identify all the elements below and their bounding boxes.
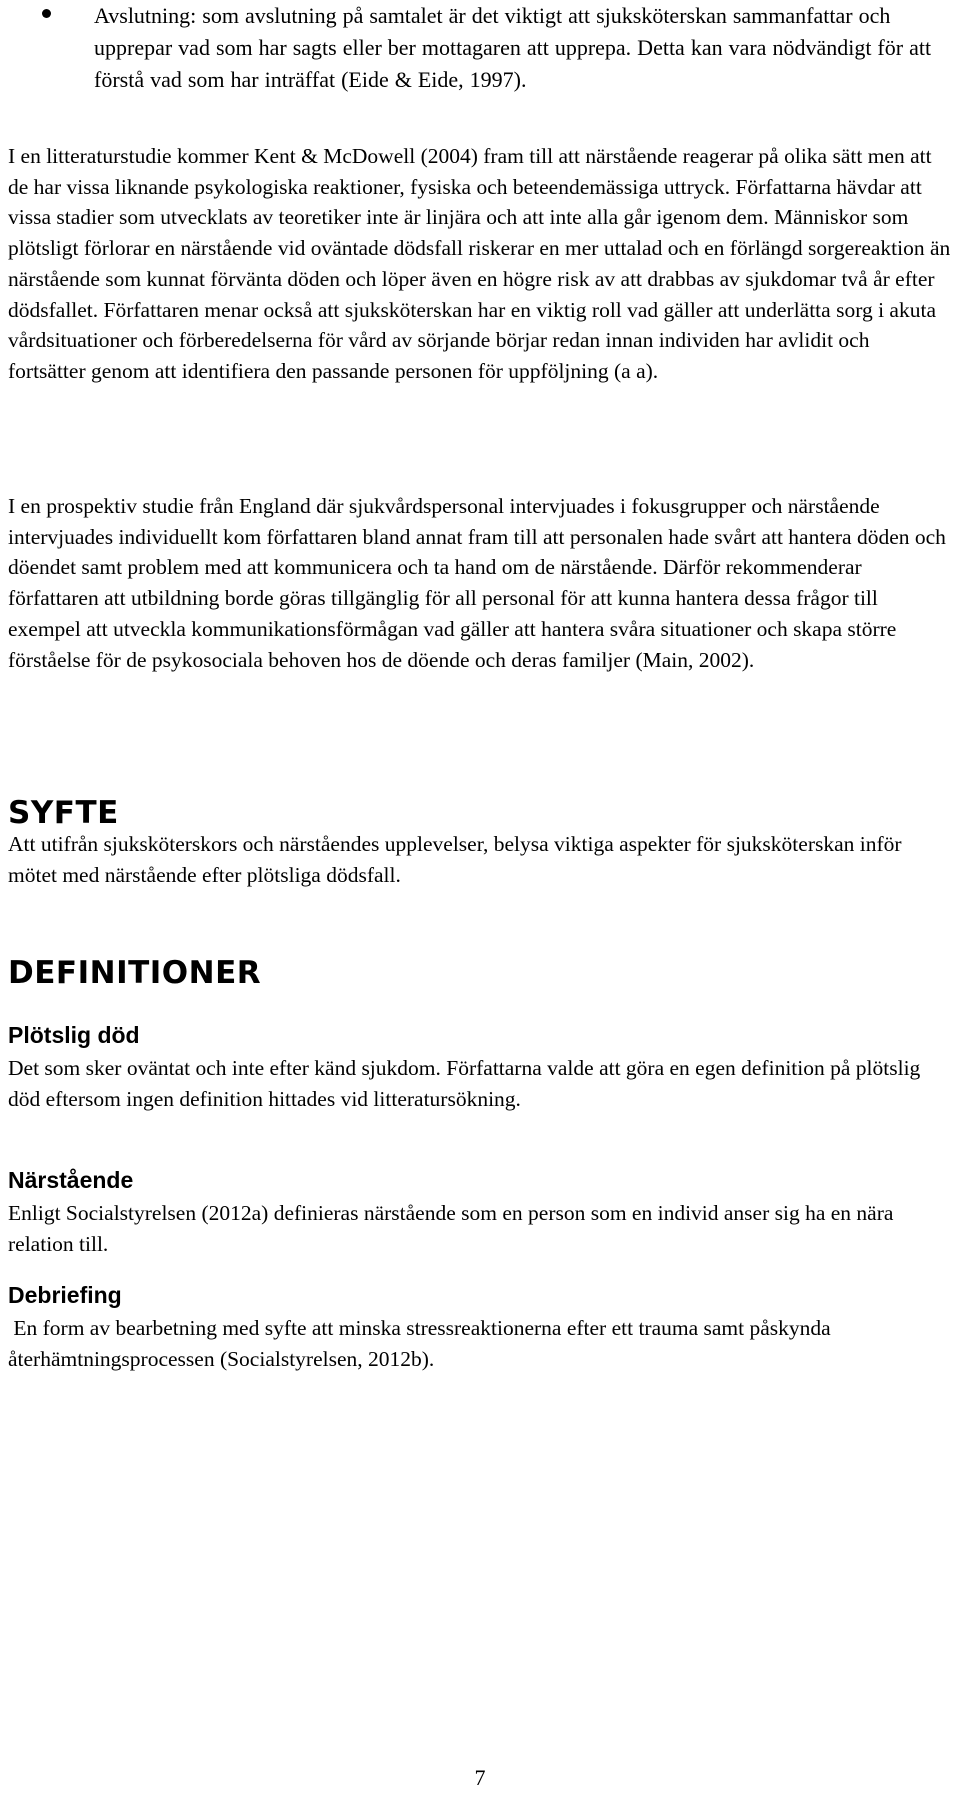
definition-term-narstaende: Närstående <box>8 1167 134 1193</box>
syfte-text: Att utifrån sjuksköterskors och närståendes upplevelser, belysa viktiga aspekter för sjuksköterskan inför mötet med närstående efter plötsliga dödsfall. <box>8 832 902 887</box>
definition-term-plotslig-dod: Plötslig död <box>8 1022 140 1048</box>
definition-text-plotslig-dod: Det som sker oväntat och inte efter känd sjukdom. Författarna valde att göra en egen definition på plötslig död eftersom ingen definition hittades vid litteratursökning. <box>8 1056 921 1111</box>
paragraph-kent-mcdowell: I en litteraturstudie kommer Kent & McDowell (2004) fram till att närstående reagerar på olika sätt men att de har vissa liknande psykologiska reaktioner, fysiska och beteendemässiga uttryck. Författarna hävdar att vissa stadier som utvecklats av teoretiker inte är linjära och att inte alla går igenom dem. Människor som plötsligt förlorar en närstående vid oväntade dödsfall riskerar en mer uttalad och en förlängd sorgereaktion än närstående som kunnat förvänta döden och löper även en högre risk av att drabbas av sjukdomar två år efter dödsfallet. Författaren menar också att sjuksköterskan har en viktig roll vad gäller att underlätta sorg i akuta vårdsituationer och förberedelserna för vård av sörjande börjar redan innan individen har avlidit och fortsätter genom att identifiera den passande personen för uppföljning (a a). <box>8 144 951 383</box>
section-heading-definitioner: DEFINITIONER <box>8 955 262 991</box>
page-number: 7 <box>474 1765 486 1790</box>
bullet-text: Avslutning: som avslutning på samtalet är det viktigt att sjuksköterskan sammanfattar och upprepar vad som har sagts eller ber mottagaren att upprepa. Detta kan vara nödvändigt för att förstå vad som har inträffat (Eide & Eide, 1997). <box>94 3 932 92</box>
definition-text-debriefing: En form av bearbetning med syfte att minska stressreaktionerna efter ett trauma samt påskynda återhämtningsprocessen (Socialstyrelsen, 2012b). <box>8 1316 837 1371</box>
bullet-list-item <box>42 0 942 96</box>
definition-text-narstaende: Enligt Socialstyrelsen (2012a) definieras närstående som en person som en individ anser sig ha en nära relation till. <box>8 1201 894 1256</box>
paragraph-prospective-study: I en prospektiv studie från England där sjukvårdspersonal intervjuades i fokusgrupper och närstående intervjuades individuellt kom författaren bland annat fram till att personalen hade svårt att hantera döden och döendet samt problem med att kommunicera och ta hand om de närstående. Därför rekommenderar författaren att utbildning borde göras tillgänglig för all personal för att kunna hantera dessa frågor till exempel att utveckla kommunikationsförmågan vad gäller att hantera svåra situationer och skapa större förståelse för de psykosociala behoven hos de döende och deras familjer (Main, 2002). <box>8 494 946 672</box>
definition-term-debriefing: Debriefing <box>8 1282 122 1308</box>
section-heading-syfte: SYFTE <box>8 795 119 831</box>
bullet-icon <box>42 9 51 18</box>
